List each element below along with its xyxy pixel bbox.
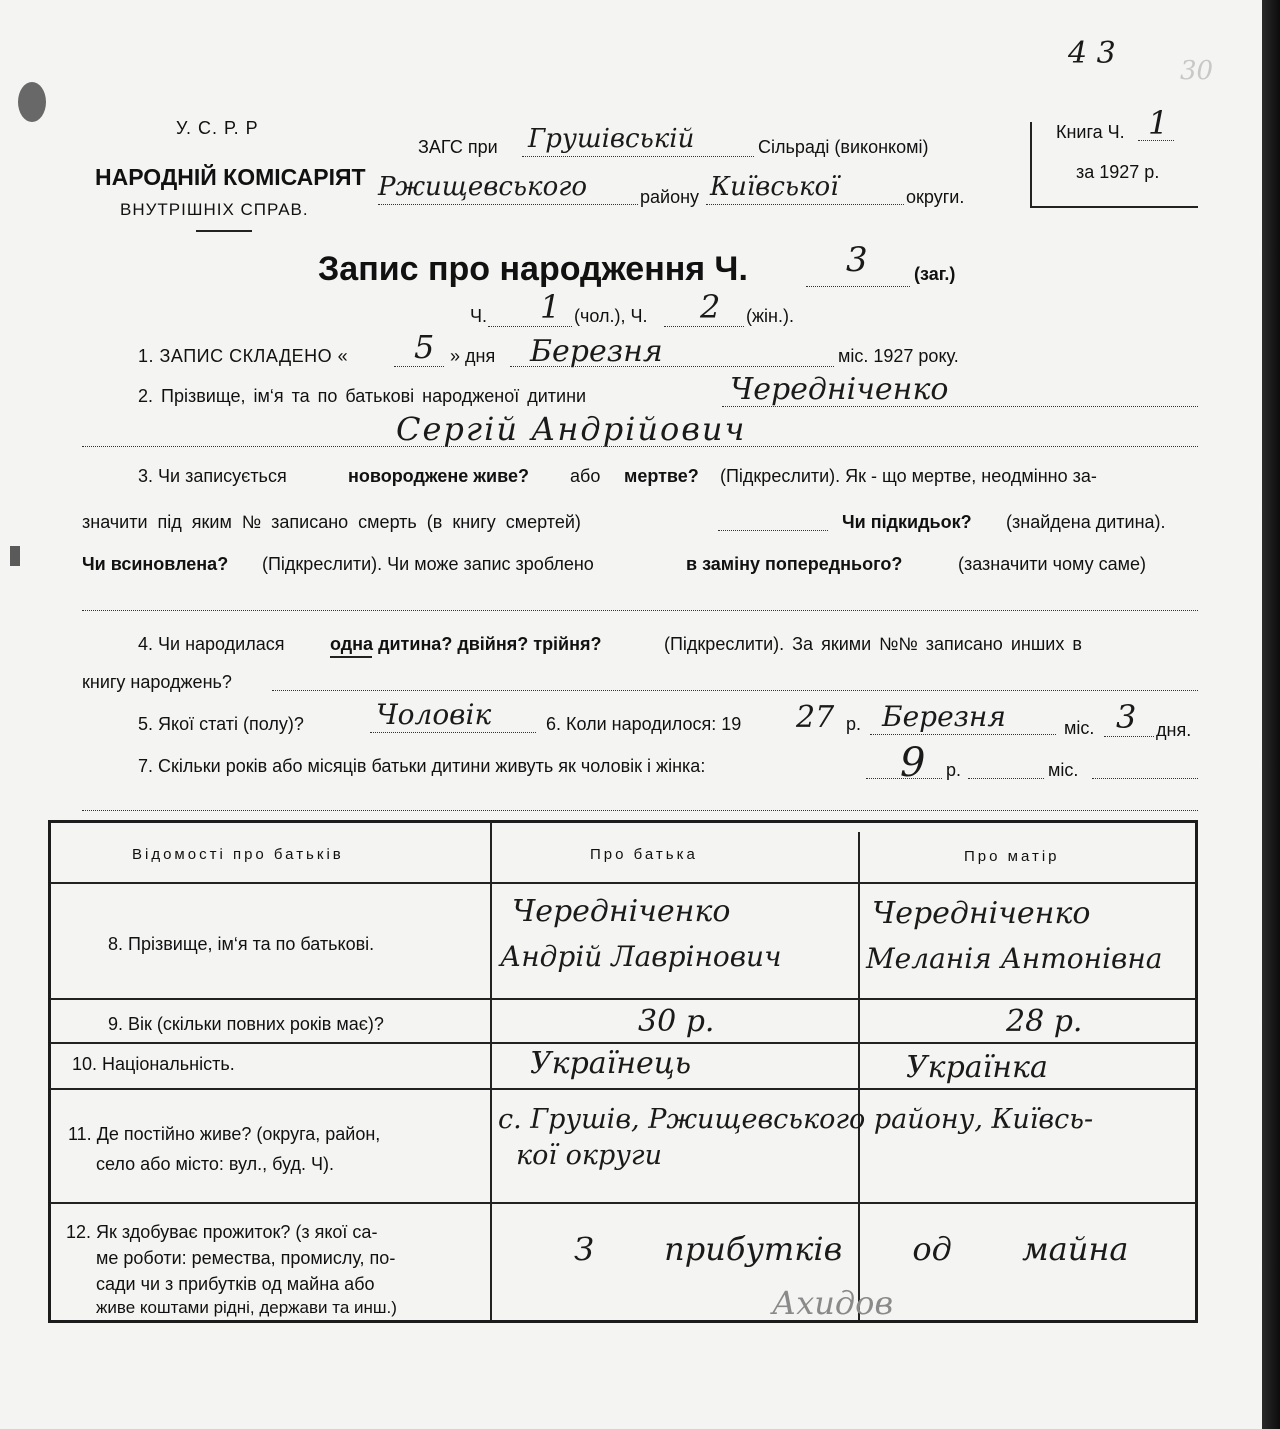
- item3-a: 3. Чи записується: [138, 466, 287, 486]
- item7-end-line: [1092, 778, 1198, 779]
- item3-reason-line: [82, 610, 1198, 611]
- row11-label-2: село або місто: вул., буд. Ч).: [96, 1154, 334, 1174]
- zags-suffix: Сільраді (виконкомі): [758, 137, 929, 157]
- child-surname: Чередніченко: [730, 372, 949, 407]
- item6-dnya: дня.: [1156, 720, 1192, 740]
- item1-month-line: [510, 366, 834, 367]
- table-row11-rule: [50, 1202, 1196, 1204]
- item3-f: значити під яким № записано смерть (в книгу смертей): [82, 512, 581, 532]
- male-label: (чол.), Ч.: [574, 306, 648, 326]
- item7-extra-line: [82, 810, 1198, 811]
- item1-day-line: [394, 366, 444, 367]
- father-name: Андрій Лаврінович: [500, 940, 782, 973]
- item6-mis: міс.: [1064, 718, 1095, 738]
- sex-value: Чоловік: [376, 698, 492, 731]
- male-number-line: [488, 326, 572, 327]
- item1-prefix: 1. ЗАПИС СКЛАДЕНО «: [138, 346, 349, 366]
- republic-label: У. С. Р. Р: [176, 118, 259, 138]
- mother-age: 28 р.: [1006, 1004, 1083, 1039]
- row12-label-2: ме роботи: ремества, промислу, по-: [96, 1248, 396, 1268]
- row8-label: 8. Прізвище, ім‘я та по батькові.: [108, 934, 375, 954]
- item3-j: (Підкреслити). Чи може запис зроблено: [262, 554, 594, 574]
- female-label: (жін.).: [746, 306, 794, 326]
- zags-place-line: [522, 156, 754, 157]
- district-value: Ржищевського: [378, 172, 588, 202]
- father-nationality: Українець: [530, 1046, 692, 1081]
- book-number-line: [1138, 140, 1174, 141]
- birth-month-line: [870, 734, 1056, 735]
- zags-prefix: ЗАГС при: [418, 137, 498, 157]
- item1-suffix: міс. 1927 року.: [838, 346, 959, 366]
- mother-name: Меланія Антонівна: [866, 942, 1163, 975]
- item7-r: р.: [946, 760, 962, 780]
- item4-options: одна дитина? двійня? трійня?: [330, 634, 602, 654]
- birth-year: 27: [796, 700, 835, 735]
- item1-day: 5: [414, 328, 435, 366]
- child-name-line: [82, 446, 1198, 447]
- punch-mark: [10, 546, 20, 566]
- record-title: Запис про народження Ч.: [318, 250, 748, 288]
- district-label: району: [640, 187, 700, 207]
- item3-death-no-line: [718, 530, 828, 531]
- row9-label: 9. Вік (скільки повних років має)?: [108, 1014, 384, 1034]
- item5-label: 5. Якої статі (полу)?: [138, 714, 304, 734]
- item4-d: книгу народжень?: [82, 672, 232, 692]
- table-header-rule: [50, 882, 1196, 884]
- item6-r: р.: [846, 714, 862, 734]
- female-number-line: [664, 326, 744, 327]
- okruha-value: Київської: [710, 172, 839, 202]
- item3-h: (знайдена дитина).: [1006, 512, 1166, 532]
- livelihood-value: З прибутків од майна: [574, 1230, 1129, 1268]
- item4-c: (Підкреслити). За якими №№ записано инших в: [664, 634, 1082, 654]
- row12-label-1: 12. Як здобуває прожиток? (з якої са-: [66, 1222, 378, 1242]
- okruha-label: округи.: [906, 187, 965, 207]
- father-surname: Чередніченко: [512, 894, 731, 929]
- okruha-line: [706, 204, 904, 205]
- table-row8-rule: [50, 998, 1196, 1000]
- ink-blot: [18, 82, 46, 122]
- female-number: 2: [700, 288, 721, 326]
- registrar-signature: Ахидов: [772, 1284, 894, 1322]
- record-general-label: (заг.): [914, 264, 956, 284]
- birth-day-line: [1104, 736, 1154, 737]
- book-number: 1: [1148, 104, 1169, 142]
- zags-place: Грушівській: [528, 124, 695, 154]
- header-rule: [196, 230, 252, 232]
- row12-label-4: живе коштами рідні, держави та инш.): [96, 1298, 397, 1317]
- row10-label: 10. Національність.: [72, 1054, 235, 1074]
- male-ch-label: Ч.: [470, 306, 487, 326]
- marriage-years: 9: [900, 740, 926, 786]
- table-header-father: Про батька: [590, 846, 698, 863]
- sex-line: [370, 732, 536, 733]
- table-row9-rule: [50, 1042, 1196, 1044]
- table-header-mother: Про матір: [964, 848, 1060, 865]
- item2-label: 2. Прізвище, ім‘я та по батькові народженої дитини: [138, 386, 587, 406]
- book-box-left: [1030, 122, 1032, 208]
- male-number: 1: [540, 288, 561, 326]
- item3-adopted: Чи всиновлена?: [82, 554, 229, 574]
- mother-surname: Чередніченко: [872, 896, 1091, 931]
- book-year: за 1927 р.: [1076, 162, 1160, 182]
- corner-number: 4 3: [1068, 36, 1116, 71]
- marriage-months-line: [968, 778, 1044, 779]
- row12-label-3: сади чи з прибутків од майна або: [96, 1274, 375, 1294]
- row11-label-1: 11. Де постійно живе? (округа, район,: [68, 1124, 381, 1144]
- item3-dead: мертве?: [624, 466, 699, 486]
- record-number-line: [806, 286, 910, 287]
- book-label: Книга Ч.: [1056, 122, 1125, 142]
- item7-label: 7. Скільки років або місяців батьки дитини живуть як чоловік і жінка:: [138, 756, 706, 776]
- mother-nationality: Українка: [906, 1050, 1048, 1085]
- item3-or: або: [570, 466, 601, 486]
- item1-month: Березня: [530, 334, 663, 369]
- item4-underline: [330, 656, 372, 658]
- item7-mis: міс.: [1048, 760, 1079, 780]
- table-row10-rule: [50, 1088, 1196, 1090]
- department-label: ВНУТРІШНІХ СПРАВ.: [120, 200, 309, 219]
- child-surname-line: [722, 406, 1198, 407]
- district-line: [378, 204, 638, 205]
- book-box-bottom: [1030, 206, 1198, 208]
- corner-faint-number: 30: [1180, 56, 1214, 86]
- child-name: Сергій Андрійович: [396, 410, 747, 448]
- item1-mid: » дня: [450, 346, 496, 366]
- scan-edge: [1262, 0, 1280, 1429]
- table-col-divider-1: [490, 822, 492, 1320]
- father-age: 30 р.: [638, 1004, 715, 1039]
- table-header-parents: Відомості про батьків: [132, 846, 344, 863]
- marriage-years-line: [866, 778, 942, 779]
- residence-line-2: кої округи: [516, 1140, 662, 1171]
- item4-line: [272, 690, 1198, 691]
- item6-label: 6. Коли народилося: 19: [546, 714, 742, 734]
- birth-month: Березня: [882, 700, 1006, 733]
- item3-replacement: в заміну попереднього?: [686, 554, 903, 574]
- record-number: 3: [846, 240, 868, 280]
- item3-l: (зазначити чому саме): [958, 554, 1146, 574]
- commissariat-title: НАРОДНІЙ КОМІСАРІЯТ: [95, 164, 366, 190]
- item4-a: 4. Чи народилася: [138, 634, 285, 654]
- item3-e: (Підкреслити). Як - що мертве, неодмінно за-: [720, 466, 1097, 486]
- item3-alive: новороджене живе?: [348, 466, 529, 486]
- birth-day: 3: [1116, 698, 1137, 736]
- residence-line-1: с. Грушів, Ржищевського району, Київсь-: [498, 1104, 1094, 1135]
- item3-foundling: Чи підкидьок?: [842, 512, 972, 532]
